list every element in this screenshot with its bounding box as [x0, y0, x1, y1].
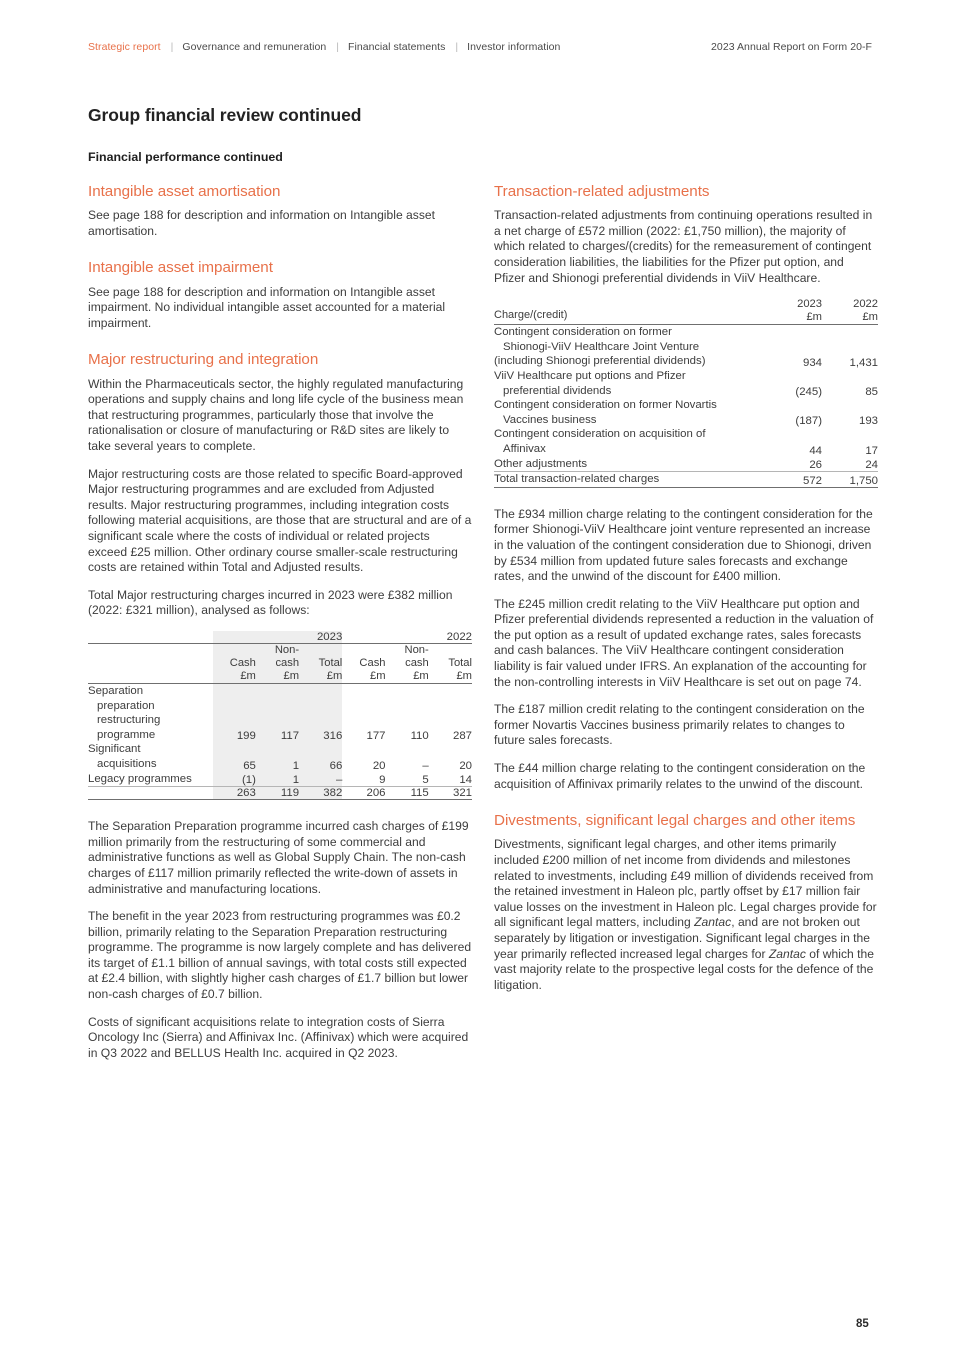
- paragraph-intangible-impairment: See page 188 for description and information on Intangible asset impairment. No individual intangible asset accounted for a material impairment.: [88, 284, 446, 330]
- paragraph-187-million-credit: The £187 million credit relating to the contingent consideration on the former Novartis Vaccines business primarily relates to changes to future sales forecasts.: [494, 702, 865, 748]
- cell-value: 14: [459, 774, 472, 787]
- text-part: of which the vast majority relate to the prospective legal costs for the defence of the litigation.: [494, 946, 874, 992]
- cell-value: (245): [795, 386, 822, 399]
- total-value: 263: [213, 787, 256, 800]
- text-part: , and are not broken out separately by litigation or investigation. Significant legal charges in the year primarily reflected increased legal charges for: [494, 915, 871, 961]
- cell-value: 287: [429, 683, 472, 742]
- year-header-2023: 2023: [213, 631, 343, 644]
- cell-value: (187): [795, 415, 822, 428]
- heading-major-restructuring-and-integration: Major restructuring and integration: [88, 351, 319, 369]
- nav-item-strategic-report[interactable]: Strategic report: [88, 41, 161, 53]
- page-number: 85: [856, 1318, 869, 1330]
- table-total-row: [494, 472, 878, 488]
- total-value: 321: [429, 787, 472, 800]
- cell-value: 316: [299, 683, 342, 742]
- paragraph-separation-preparation: The Separation Preparation programme incurred cash charges of £199 million primarily from the restructuring of some commercial and administrative functions as well as Global Supply Chain. The non-cash charges of £117 million primarily reflected the write-down of assets in administrative and manufacturing locations.: [88, 819, 469, 896]
- cell-value: 66: [299, 742, 342, 771]
- cell-value: 177: [342, 683, 385, 742]
- cell-value: 9: [379, 774, 386, 787]
- cell-value: –: [299, 772, 342, 787]
- row-label-significant-acquisitions: Significant acquisitions: [88, 743, 157, 770]
- table-total-row: [88, 787, 472, 800]
- page-title: Group financial review continued: [88, 105, 362, 125]
- nav-item-investor-information[interactable]: Investor information: [467, 41, 561, 53]
- row-label-shionogi-viiv-jv: Contingent consideration on former Shionogi-ViiV Healthcare Joint Venture (including Shionogi preferential dividends): [494, 325, 766, 369]
- paragraph-transaction-related-adjustments: Transaction-related adjustments from continuing operations resulted in a net charge of £572 million (2022: £1,750 million), the majority of which related to charges/(credits) for the remeasurement of contingent consideration liabilities, the liabilities for the Pfizer put option, and Pfizer and Shionogi preferential dividends in ViiV Healthcare.: [494, 208, 873, 285]
- cell-value: 44: [809, 444, 822, 457]
- nav-item-financial-statements[interactable]: Financial statements: [348, 41, 446, 53]
- col-header-noncash-2022: Non- cash £m: [386, 643, 429, 683]
- table-row: [494, 427, 878, 456]
- col-header-total-2023: Total £m: [299, 643, 342, 683]
- table-column-header-row: [494, 298, 878, 325]
- page-running-header: [88, 41, 878, 53]
- total-value: 115: [386, 787, 429, 800]
- col-header-2022: 2022 £m: [853, 298, 878, 324]
- text-part-zantac: Zantac: [694, 915, 732, 930]
- heading-divestments-legal-charges: Divestments, significant legal charges and other items: [494, 812, 856, 830]
- nav-item-governance-and-remuneration[interactable]: Governance and remuneration: [182, 41, 327, 53]
- col-header-total-2022: Total £m: [429, 643, 472, 683]
- row-label-viiv-put-options: ViiV Healthcare put options and Pfizer preferential dividends: [494, 369, 686, 397]
- table-row: [494, 369, 878, 398]
- cell-value: 20: [372, 759, 386, 772]
- cell-value: 17: [865, 444, 878, 457]
- report-title: 2023 Annual Report on Form 20-F: [711, 41, 872, 53]
- right-column: [494, 183, 878, 993]
- total-value: 572: [766, 472, 822, 488]
- table-row: [494, 457, 878, 472]
- year-header-2022: 2022: [446, 630, 472, 643]
- paragraph-intangible-amortisation: See page 188 for description and information on Intangible asset amortisation.: [88, 208, 436, 238]
- heading-transaction-related-adjustments: Transaction-related adjustments: [494, 183, 710, 200]
- cell-value: 199: [213, 683, 256, 742]
- cell-value: 26: [809, 459, 822, 472]
- total-value: 382: [299, 787, 342, 800]
- cell-value: 85: [865, 386, 878, 399]
- transaction-related-charges-table: [494, 298, 878, 488]
- heading-intangible-asset-impairment: Intangible asset impairment: [88, 259, 273, 277]
- nav-separator: |: [170, 41, 174, 53]
- cell-value: 1: [256, 742, 299, 771]
- paragraph-divestments-legal-charges: [494, 837, 878, 993]
- nav-separator: |: [336, 41, 340, 53]
- row-label-novartis-vaccines: Contingent consideration on former Novartis Vaccines business: [494, 399, 717, 426]
- cell-value: 20: [459, 759, 472, 772]
- total-row-label: [88, 787, 213, 800]
- cell-value: 65: [213, 742, 256, 771]
- table-row: [88, 683, 472, 742]
- row-label-separation-preparation: Separation preparation restructuring programme: [88, 683, 213, 742]
- paragraph-benefit-2023: The benefit in the year 2023 from restructuring programmes was £0.2 billion, primarily relating to the Separation Preparation restructuring programme. The programme is now largely complete and has delivered its target of £1.1 billion of annual savings, with total costs still expected at £2.4 billion, with slightly higher cash charges of £1.7 billion but lower non-cash charges of £0.7 billion.: [88, 909, 472, 1002]
- total-row-label: Total transaction-related charges: [494, 472, 766, 488]
- paragraph-245-million-credit: The £245 million credit relating to the ViiV Healthcare put option and Pfizer preferential dividends represented a reduction in the valuation of the put option as a result of updated exchange rates, sales forecasts and cash balances. The ViiV Healthcare contingent consideration liability is fair valued under IFRS. An explanation of the accounting for the non-controlling interests in ViiV Healthcare is set out on page 74.: [494, 596, 874, 689]
- corner-label-charge-credit: Charge/(credit): [494, 308, 568, 321]
- cell-value: (1): [213, 772, 256, 787]
- total-value: 206: [342, 787, 385, 800]
- row-label-affinivax: Contingent consideration on acquisition of Affinivax: [494, 428, 706, 455]
- restructuring-charges-table: [88, 631, 472, 800]
- table-column-header-row: [88, 643, 472, 683]
- paragraph-restructuring-1: Within the Pharmaceuticals sector, the highly regulated manufacturing operations and supply chains and long life cycle of the business mean that restructuring programmes, particularly those that involve the rationalisation or closure of manufacturing or R&D sites are likely to take several years to complete.: [88, 376, 464, 454]
- cell-value: –: [422, 759, 429, 772]
- table-year-header-row: [88, 631, 472, 644]
- table-row: [88, 772, 472, 787]
- heading-intangible-asset-amortisation: Intangible asset amortisation: [88, 183, 281, 200]
- text-part-zantac: Zantac: [768, 946, 806, 961]
- paragraph-significant-acquisitions-costs: Costs of significant acquisitions relate to integration costs of Sierra Oncology Inc (Sierra) and Affinivax Inc. (Affinivax) which were acquired in Q3 2022 and BELLUS Health Inc. acquired in Q2 2023.: [88, 1014, 469, 1060]
- table-row: [494, 325, 878, 369]
- row-label-legacy-programmes: Legacy programmes: [88, 772, 192, 785]
- paragraph-restructuring-3: Total Major restructuring charges incurred in 2023 were £382 million (2022: £321 million), analysed as follows:: [88, 587, 453, 618]
- cell-value: 193: [858, 415, 878, 428]
- cell-value: 24: [865, 459, 878, 472]
- paragraph-44-million-charge: The £44 million charge relating to the contingent consideration on the acquisition of Affinivax primarily relates to the unwind of the discount.: [494, 761, 866, 791]
- col-header-noncash-2023: Non- cash £m: [256, 643, 299, 683]
- left-column: [88, 183, 472, 1061]
- header-nav: [88, 41, 560, 53]
- table-row: [494, 398, 878, 427]
- col-header-2023: 2023 £m: [797, 298, 822, 324]
- total-value: 119: [256, 787, 299, 800]
- cell-value: 1,431: [822, 325, 878, 369]
- nav-separator: |: [455, 41, 459, 53]
- total-value: 1,750: [822, 472, 878, 488]
- table-row: [88, 742, 472, 771]
- cell-value: 117: [256, 683, 299, 742]
- col-header-cash-2022: Cash £m: [342, 643, 385, 683]
- cell-value: 934: [766, 325, 822, 369]
- paragraph-restructuring-2: Major restructuring costs are those related to specific Board-approved Major restructuring programmes and are excluded from Adjusted results. Major restructuring programmes, including integration costs following material acquisitions, are those that are structural and are of a significant scale where the costs of individual or related projects exceed £25 million. Other ordinary course smaller-scale restructuring costs are retained within Total and Adjusted results.: [88, 466, 472, 575]
- row-label-other-adjustments: Other adjustments: [494, 457, 588, 470]
- cell-value: 110: [386, 683, 429, 742]
- col-header-cash-2023: Cash £m: [213, 643, 256, 683]
- cell-value: 5: [422, 774, 429, 787]
- text-part: Divestments, significant legal charges, and other items primarily included £200 million of net income from dividends and milestones related to investments, including £49 million of dividends received from the retained investment in Haleon plc, partly offset by £17 million fair value losses on the investment in Haleon plc. Legal charges provide for all significant legal matters, including: [494, 837, 877, 930]
- paragraph-934-million-charge: The £934 million charge relating to the contingent consideration for the former Shionogi-ViiV Healthcare joint venture represented an increase in the valuation of the contingent consideration due to Shionogi, driven by £534 million from updated future sales forecasts and exchange rates, and the unwind of the discount for £400 million.: [494, 506, 873, 584]
- cell-value: 1: [256, 772, 299, 787]
- page-subtitle: Financial performance continued: [88, 150, 283, 164]
